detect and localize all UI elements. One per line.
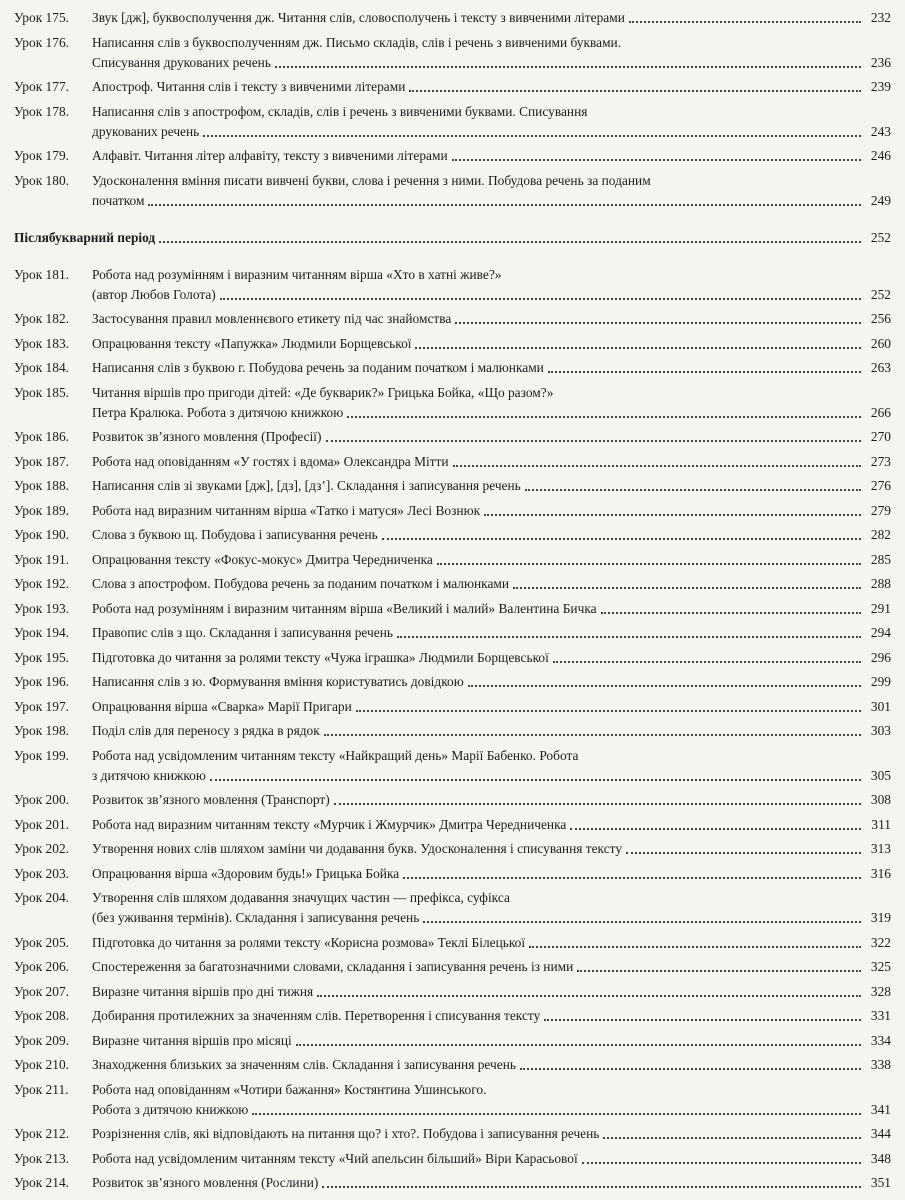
dot-leader bbox=[548, 371, 861, 373]
page-number: 311 bbox=[871, 816, 891, 832]
lesson-title-line: Удосконалення вміння писати вивчені букви, слова і речення з ними. Побудова речень за поданим bbox=[92, 172, 651, 188]
dot-leader bbox=[570, 828, 861, 830]
dot-leader bbox=[437, 563, 861, 565]
toc-entry bbox=[14, 957, 891, 977]
dot-leader bbox=[626, 852, 861, 854]
toc-entry bbox=[14, 550, 891, 570]
lesson-title-line: Виразне читання віршів про дні тижня bbox=[92, 983, 314, 999]
lesson-title-line: Слова з буквою щ. Побудова і записування речень bbox=[92, 527, 378, 542]
dot-leader bbox=[296, 1044, 861, 1046]
toc-entry bbox=[14, 265, 891, 305]
dot-leader bbox=[553, 661, 861, 663]
lesson-number: Урок 201. bbox=[14, 816, 69, 832]
toc-entry bbox=[14, 171, 891, 211]
lesson-number: Урок 180. bbox=[14, 172, 69, 188]
page-number: 252 bbox=[870, 286, 891, 302]
dot-leader bbox=[484, 514, 861, 516]
toc-entry bbox=[14, 982, 891, 1002]
dot-leader bbox=[513, 587, 861, 589]
toc-entry bbox=[14, 334, 891, 354]
dot-leader bbox=[409, 90, 861, 92]
lesson-number: Урок 184. bbox=[14, 360, 69, 375]
toc-entry bbox=[14, 599, 891, 619]
lesson-title-line: Поділ слів для переносу з рядка в рядок bbox=[92, 723, 320, 738]
lesson-title-line: Написання слів з буквосполученням дж. Письмо складів, слів і речень з вивченими буквами. bbox=[92, 34, 622, 50]
lesson-number: Урок 181. bbox=[14, 266, 69, 282]
lesson-title-line: Звук [дж], буквосполучення дж. Читання слів, словосполучень і тексту з вивченими літерами bbox=[92, 10, 625, 25]
dot-leader bbox=[415, 347, 861, 349]
dot-leader bbox=[453, 465, 861, 467]
dot-leader bbox=[601, 612, 861, 614]
dot-leader bbox=[577, 970, 861, 972]
lesson-number: Урок 214. bbox=[14, 1175, 69, 1190]
page-number: 288 bbox=[870, 576, 891, 591]
toc-entry bbox=[14, 864, 891, 884]
lesson-title-line: Алфавіт. Читання літер алфавіту, тексту з вивченими літерами bbox=[92, 148, 448, 163]
toc-entry bbox=[14, 383, 891, 423]
lesson-title-line: Слова з апострофом. Побудова речень за поданим початком і малюнками bbox=[92, 576, 510, 591]
lesson-number: Урок 191. bbox=[14, 551, 69, 567]
lesson-number: Урок 182. bbox=[14, 311, 69, 326]
dot-leader bbox=[159, 241, 861, 243]
page-number: 232 bbox=[870, 10, 891, 25]
lesson-title-line: Застосування правил мовленнєвого етикету під час знайомства bbox=[92, 311, 452, 326]
page-number: 351 bbox=[870, 1175, 891, 1190]
dot-leader bbox=[544, 1019, 861, 1021]
toc-entry bbox=[14, 672, 891, 692]
lesson-title-line: Утворення нових слів шляхом заміни чи додавання букв. Удосконалення і списування тексту bbox=[92, 841, 623, 856]
lesson-number: Урок 188. bbox=[14, 478, 69, 493]
lesson-number: Урок 178. bbox=[14, 103, 69, 119]
dot-leader bbox=[603, 1137, 861, 1139]
lesson-title-line: Розрізнення слів, які відповідають на питання що? і хто?. Побудова і записування речень bbox=[92, 1126, 600, 1141]
lesson-title-line: Робота над виразним читанням вірша «Татко і матуся» Лесі Вознюк bbox=[92, 502, 481, 518]
toc-entry bbox=[14, 1055, 891, 1075]
lesson-title-line: Розвиток зв’язного мовлення (Транспорт) bbox=[92, 792, 330, 807]
lesson-number: Урок 175. bbox=[14, 10, 69, 25]
dot-leader bbox=[324, 734, 861, 736]
lesson-title-line: Написання слів з ю. Формування вміння користуватись довідкою bbox=[92, 674, 464, 689]
page-number: 291 bbox=[870, 600, 891, 616]
lesson-number: Урок 197. bbox=[14, 698, 69, 714]
page-number: 276 bbox=[870, 478, 891, 493]
toc-entry bbox=[14, 697, 891, 717]
page-number: 282 bbox=[870, 527, 891, 542]
lesson-title-line: Написання слів з буквою г. Побудова речень за поданим початком і малюнками bbox=[92, 360, 544, 375]
toc-entry bbox=[14, 933, 891, 953]
lesson-number: Урок 199. bbox=[14, 747, 69, 763]
lesson-number: Урок 193. bbox=[14, 600, 69, 616]
lesson-title-line: Опрацювання вірша «Здоровим будь!» Грицька Бойка bbox=[92, 865, 400, 881]
dot-leader bbox=[326, 440, 862, 442]
lesson-title-line: Спостереження за багатозначними словами, складання і записування речень із ними bbox=[92, 959, 574, 974]
page-number: 313 bbox=[870, 841, 891, 856]
toc-entry bbox=[14, 1149, 891, 1169]
toc-entry bbox=[14, 1124, 891, 1144]
lesson-title-line: Робота над усвідомленим читанням тексту «Найкращий день» Марії Бабенко. Робота bbox=[92, 747, 579, 763]
dot-leader bbox=[423, 921, 861, 923]
lesson-title-line: друкованих речень bbox=[92, 123, 200, 139]
lesson-number: Урок 195. bbox=[14, 649, 69, 665]
toc-entry bbox=[14, 8, 891, 28]
lesson-number: Урок 213. bbox=[14, 1150, 69, 1166]
dot-leader bbox=[403, 877, 861, 879]
lesson-title-line: Підготовка до читання за ролями тексту «Корисна розмова» Теклі Білецької bbox=[92, 934, 526, 950]
lesson-number: Урок 198. bbox=[14, 723, 69, 738]
lesson-number: Урок 212. bbox=[14, 1126, 69, 1141]
lesson-title-line: Утворення слів шляхом додавання значущих частин — префікса, суфікса bbox=[92, 890, 510, 905]
toc-entry bbox=[14, 1031, 891, 1051]
lesson-number: Урок 200. bbox=[14, 792, 69, 807]
lesson-title-line: Знаходження близьких за значенням слів. Складання і записування речень bbox=[92, 1057, 516, 1072]
page-number: 270 bbox=[870, 429, 891, 444]
dot-leader bbox=[322, 1186, 861, 1188]
toc-entry bbox=[14, 476, 891, 496]
page-number: 239 bbox=[870, 79, 891, 94]
dot-leader bbox=[210, 779, 861, 781]
page-number: 256 bbox=[870, 311, 891, 326]
toc-entries-primer-period bbox=[14, 8, 891, 211]
page-number: 299 bbox=[870, 674, 891, 689]
dot-leader bbox=[582, 1162, 861, 1164]
page-number: 344 bbox=[870, 1126, 891, 1141]
lesson-number: Урок 203. bbox=[14, 865, 69, 881]
page-number: 322 bbox=[870, 934, 891, 950]
page-number: 331 bbox=[870, 1008, 891, 1023]
lesson-title-line: Робота над розумінням і виразним читанням вірша «Хто в хатні живе?» bbox=[92, 266, 502, 282]
lesson-number: Урок 177. bbox=[14, 79, 69, 94]
page-number: 243 bbox=[870, 123, 891, 139]
page-number: 279 bbox=[870, 502, 891, 518]
lesson-number: Урок 210. bbox=[14, 1057, 69, 1072]
dot-leader bbox=[382, 538, 861, 540]
toc-entry bbox=[14, 623, 891, 643]
lesson-title-line: Добирання протилежних за значенням слів. Перетворення і списування тексту bbox=[92, 1008, 541, 1023]
page-number: 266 bbox=[870, 404, 891, 420]
lesson-number: Урок 208. bbox=[14, 1008, 69, 1023]
lesson-title-line: Списування друкованих речень bbox=[92, 54, 271, 70]
dot-leader bbox=[203, 135, 861, 137]
toc-entry bbox=[14, 1173, 891, 1193]
lesson-title-line: Виразне читання віршів про місяці bbox=[92, 1032, 292, 1048]
dot-leader bbox=[275, 66, 861, 68]
page-number: 303 bbox=[870, 723, 891, 738]
lesson-title-line: Опрацювання тексту «Папужка» Людмили Борщевської bbox=[92, 335, 412, 351]
section-page-number: 252 bbox=[870, 229, 891, 245]
page-number: 319 bbox=[870, 910, 891, 925]
page-number: 305 bbox=[870, 767, 891, 783]
dot-leader bbox=[525, 489, 861, 491]
toc-entry bbox=[14, 309, 891, 329]
lesson-number: Урок 207. bbox=[14, 983, 69, 999]
toc-entry bbox=[14, 1080, 891, 1120]
lesson-number: Урок 176. bbox=[14, 34, 69, 50]
lesson-number: Урок 205. bbox=[14, 934, 69, 950]
dot-leader bbox=[455, 322, 861, 324]
toc-entry bbox=[14, 452, 891, 472]
lesson-title-line: Читання віршів про пригоди дітей: «Де букварик?» Грицька Бойка, «Що разом?» bbox=[92, 384, 554, 400]
dot-leader bbox=[452, 159, 861, 161]
lesson-title-line: Робота над оповіданням «Чотири бажання» Костянтина Ушинського. bbox=[92, 1081, 487, 1097]
toc-section-heading bbox=[14, 228, 891, 248]
toc-entry bbox=[14, 574, 891, 594]
toc-entry bbox=[14, 815, 891, 835]
page-number: 246 bbox=[870, 148, 891, 163]
dot-leader bbox=[629, 21, 861, 23]
section-title: Післябукварний період bbox=[14, 229, 156, 245]
page-number: 348 bbox=[870, 1150, 891, 1166]
lesson-title-line: (автор Любов Голота) bbox=[92, 286, 216, 302]
dot-leader bbox=[317, 995, 861, 997]
toc-entry bbox=[14, 790, 891, 810]
lesson-title-line: Робота з дитячою книжкою bbox=[92, 1101, 249, 1117]
page-number: 273 bbox=[870, 453, 891, 469]
lesson-title-line: початком bbox=[92, 192, 145, 208]
toc-entry bbox=[14, 746, 891, 786]
lesson-number: Урок 194. bbox=[14, 625, 69, 640]
lesson-number: Урок 187. bbox=[14, 453, 69, 469]
toc-entry bbox=[14, 146, 891, 166]
dot-leader bbox=[356, 710, 861, 712]
page-number: 328 bbox=[870, 983, 891, 999]
lesson-title-line: Розвиток зв’язного мовлення (Рослини) bbox=[92, 1175, 319, 1190]
lesson-number: Урок 202. bbox=[14, 841, 69, 856]
lesson-number: Урок 189. bbox=[14, 502, 69, 518]
lesson-title-line: (без уживання термінів). Складання і записування речень bbox=[92, 910, 420, 925]
page-number: 260 bbox=[870, 335, 891, 351]
lesson-title-line: Правопис слів з що. Складання і записування речень bbox=[92, 625, 393, 640]
page-number: 325 bbox=[870, 959, 891, 974]
page-number: 236 bbox=[870, 54, 891, 70]
toc-entry bbox=[14, 839, 891, 859]
lesson-title-line: Написання слів зі звуками [дж], [дз], [дз’]. Складання і записування речень bbox=[92, 478, 521, 493]
lesson-number: Урок 179. bbox=[14, 148, 69, 163]
page-number: 338 bbox=[870, 1057, 891, 1072]
lesson-number: Урок 190. bbox=[14, 527, 69, 542]
lesson-title-line: Апостроф. Читання слів і тексту з вивченими літерами bbox=[92, 79, 406, 94]
toc-entry bbox=[14, 501, 891, 521]
toc-entry bbox=[14, 1006, 891, 1026]
dot-leader bbox=[220, 298, 861, 300]
toc-entry bbox=[14, 525, 891, 545]
toc-entry bbox=[14, 77, 891, 97]
page-number: 308 bbox=[870, 792, 891, 807]
dot-leader bbox=[468, 685, 861, 687]
dot-leader bbox=[148, 204, 861, 206]
toc-entry bbox=[14, 33, 891, 73]
dot-leader bbox=[334, 803, 861, 805]
lesson-title-line: Опрацювання вірша «Сварка» Марії Пригари bbox=[92, 698, 352, 714]
lesson-number: Урок 186. bbox=[14, 429, 69, 444]
lesson-title-line: Робота над розумінням і виразним читанням вірша «Великий і малий» Валентина Бичка bbox=[92, 600, 597, 616]
toc-entry bbox=[14, 648, 891, 668]
lesson-number: Урок 204. bbox=[14, 890, 69, 905]
lesson-number: Урок 209. bbox=[14, 1032, 69, 1048]
lesson-title-line: Написання слів з апострофом, складів, слів і речень з вивченими буквами. Списування bbox=[92, 103, 588, 119]
lesson-title-line: Робота над виразним читанням тексту «Мурчик і Жмурчик» Дмитра Чередниченка bbox=[92, 816, 567, 832]
toc-entry bbox=[14, 888, 891, 928]
toc-entries-post-primer-period bbox=[14, 265, 891, 1194]
lesson-title-line: Розвиток зв’язного мовлення (Професії) bbox=[92, 429, 322, 444]
dot-leader bbox=[347, 416, 861, 418]
lesson-number: Урок 211. bbox=[14, 1081, 69, 1097]
lesson-number: Урок 183. bbox=[14, 335, 69, 351]
page-number: 316 bbox=[870, 865, 891, 881]
toc-entry bbox=[14, 427, 891, 447]
dot-leader bbox=[520, 1068, 861, 1070]
lesson-title-line: Робота над усвідомленим читанням тексту «Чий апельсин більший» Віри Карасьової bbox=[92, 1150, 578, 1166]
lesson-number: Урок 192. bbox=[14, 576, 69, 591]
page-number: 341 bbox=[870, 1101, 891, 1117]
page-number: 285 bbox=[870, 551, 891, 567]
lesson-number: Урок 196. bbox=[14, 674, 69, 689]
page-number: 294 bbox=[870, 625, 891, 640]
lesson-number: Урок 206. bbox=[14, 959, 69, 974]
page-number: 249 bbox=[870, 192, 891, 208]
lesson-title-line: Робота над оповіданням «У гостях і вдома» Олександра Мітти bbox=[92, 453, 449, 469]
dot-leader bbox=[529, 946, 861, 948]
toc-entry bbox=[14, 358, 891, 378]
toc-entry bbox=[14, 721, 891, 741]
page-number: 296 bbox=[870, 649, 891, 665]
page-number: 263 bbox=[870, 360, 891, 375]
page-number: 301 bbox=[870, 698, 891, 714]
dot-leader bbox=[252, 1113, 861, 1115]
lesson-title-line: Підготовка до читання за ролями тексту «Чужа іграшка» Людмили Борщевської bbox=[92, 649, 549, 665]
lesson-title-line: з дитячою книжкою bbox=[92, 767, 206, 783]
lesson-number: Урок 185. bbox=[14, 384, 69, 400]
page-number: 334 bbox=[870, 1032, 891, 1048]
lesson-title-line: Петра Кралюка. Робота з дитячою книжкою bbox=[92, 404, 344, 420]
toc-entry bbox=[14, 102, 891, 142]
lesson-title-line: Опрацювання тексту «Фокус-мокус» Дмитра Чередниченка bbox=[92, 551, 433, 567]
dot-leader bbox=[397, 636, 861, 638]
